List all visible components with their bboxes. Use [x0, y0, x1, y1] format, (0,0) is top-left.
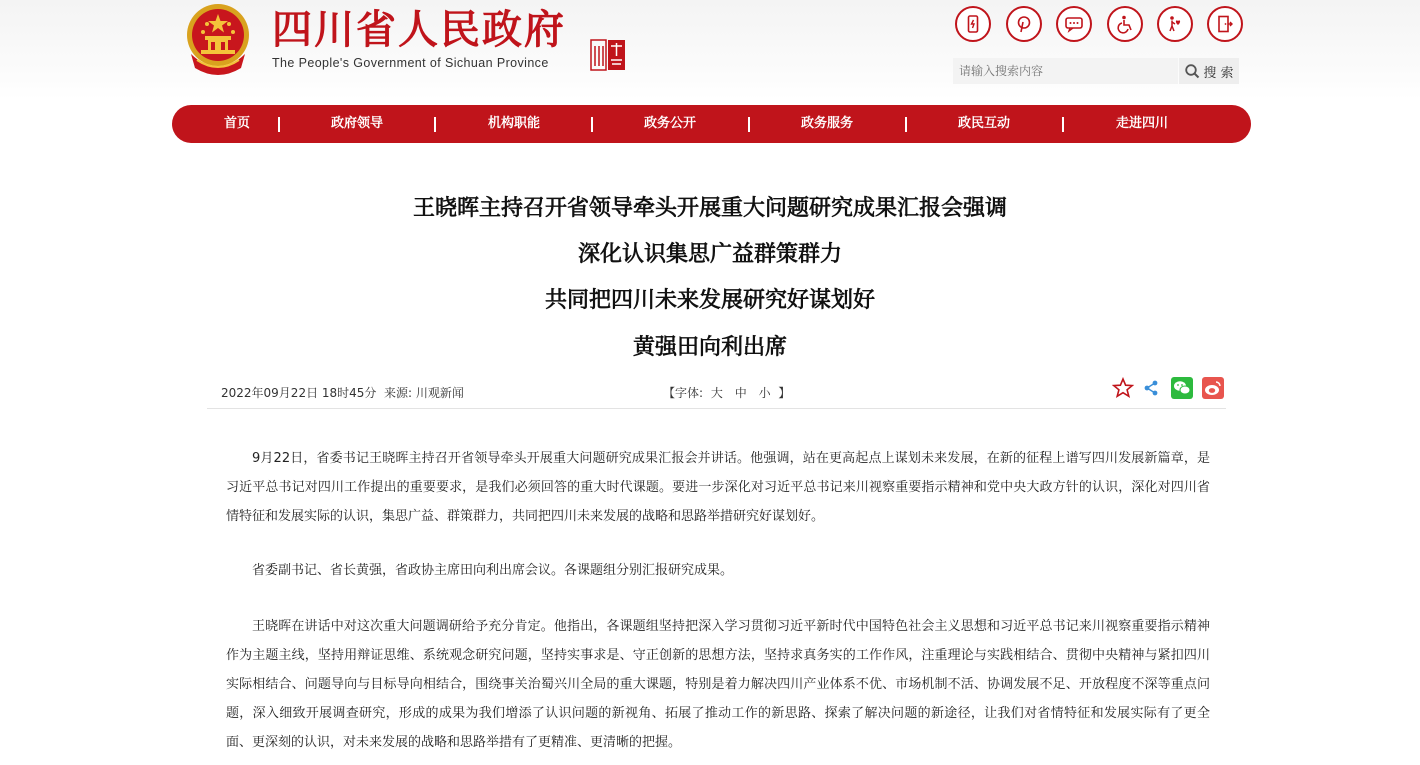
article-paragraph: 9月22日，省委书记王晓晖主持召开省领导牵头开展重大问题研究成果汇报会并讲话。他强调，站在更高起点上谋划未来发展，在新的征程上谱写四川发展新篇章，是习近平总书记对四川工作提出的重要要求，是我们必须回答的重大时代课题。要进一步深化对习近平总书记来川视察重要指示精神和党中央大政方针的认识，深化对四川省情特征和发展实际的认识，集思广益、群策群力，共同把四川未来发展的战略和思路举措研究好谋划好。 [226, 451, 1210, 524]
font-size-selector [663, 384, 790, 401]
accessibility-icon[interactable] [1107, 6, 1143, 42]
national-emblem-logo[interactable] [183, 2, 253, 76]
site-subtitle: The People's Government of Sichuan Province [272, 56, 549, 70]
nav-separator [278, 117, 280, 132]
article-paragraph: 省委副书记、省长黄强，省政协主席田向利出席会议。各课题组分别汇报研究成果。 [252, 563, 734, 578]
font-size-large[interactable]: 大 [710, 386, 723, 400]
nav-item-services[interactable]: 政务服务 [800, 116, 853, 131]
main-nav [172, 105, 1251, 143]
article-meta-bar [207, 376, 1226, 409]
share-icon[interactable] [1139, 376, 1163, 400]
site-title[interactable]: 四川省人民政府 [272, 6, 566, 53]
site-header [0, 0, 1420, 100]
font-size-label: 【字体: [663, 386, 704, 400]
font-size-medium[interactable]: 中 [734, 386, 747, 400]
weibo-icon[interactable] [1201, 376, 1225, 400]
wechat-icon[interactable] [1170, 376, 1194, 400]
nav-item-leaders[interactable]: 政府领导 [330, 116, 383, 131]
nav-separator [591, 117, 593, 132]
nav-item-institutions[interactable]: 机构职能 [487, 116, 540, 131]
nav-item-public-affairs[interactable]: 政务公开 [643, 116, 696, 131]
pinterest-icon[interactable] [1006, 6, 1042, 42]
exit-icon[interactable] [1207, 6, 1243, 42]
article-title: 王晓晖主持召开省领导牵头开展重大问题研究成果汇报会强调 [412, 196, 1007, 221]
elderly-care-icon[interactable] [1157, 6, 1193, 42]
article-subtitle: 深化认识集思广益群策群力 [577, 242, 842, 267]
nav-separator [1062, 117, 1064, 132]
nav-item-interaction[interactable]: 政民互动 [957, 116, 1010, 131]
message-icon[interactable] [1056, 6, 1092, 42]
nav-item-about-sichuan[interactable]: 走进四川 [1115, 116, 1168, 131]
article-subtitle: 黄强田向利出席 [632, 335, 787, 360]
font-size-small[interactable]: 小 [758, 386, 771, 400]
article-paragraph: 王晓晖在讲话中对这次重大问题调研给予充分肯定。他指出，各课题组坚持把深入学习贯彻习近平新时代中国特色社会主义思想和习近平总书记来川视察重要指示精神作为主题主线，坚持用辩证思维、系统观念研究问题，坚持实事求是、守正创新的思想方法，坚持求真务实的工作作风，注重理论与实践相结合、贯彻中央精神与紧扣四川实际相结合、问题导向与目标导向相结合，围绕事关治蜀兴川全局的重大课题，特别是着力解决四川产业体系不优、市场机制不活、协调发展不足、开放程度不深等重点问题，深入细致开展调查研究，形成的成果为我们增添了认识问题的新视角、拓展了推动工作的新思路、探索了解决问题的新途径，让我们对省情特征和发展实际有了更全面、更深刻的认识，对未来发展的战略和思路举措有了更精准、更清晰的把握。 [226, 619, 1210, 750]
article-subtitle: 共同把四川未来发展研究好谋划好 [544, 288, 875, 313]
search-input[interactable] [953, 58, 1178, 84]
mobile-icon[interactable] [955, 6, 991, 42]
search-icon [1184, 63, 1200, 79]
nav-separator [748, 117, 750, 132]
nav-separator [434, 117, 436, 132]
font-size-close: 】 [778, 386, 791, 400]
sichuan-seal-logo [590, 38, 626, 72]
nav-item-home[interactable]: 首页 [223, 116, 250, 131]
publish-date-source: 2022年09月22日 18时45分 来源: 川观新闻 [221, 386, 464, 400]
header-tool-icons [955, 6, 1245, 46]
favorite-star-icon[interactable] [1111, 376, 1135, 400]
search-button-label: 搜 索 [1203, 65, 1234, 81]
search-button[interactable] [1179, 58, 1239, 84]
nav-separator [905, 117, 907, 132]
search-box [953, 58, 1243, 84]
